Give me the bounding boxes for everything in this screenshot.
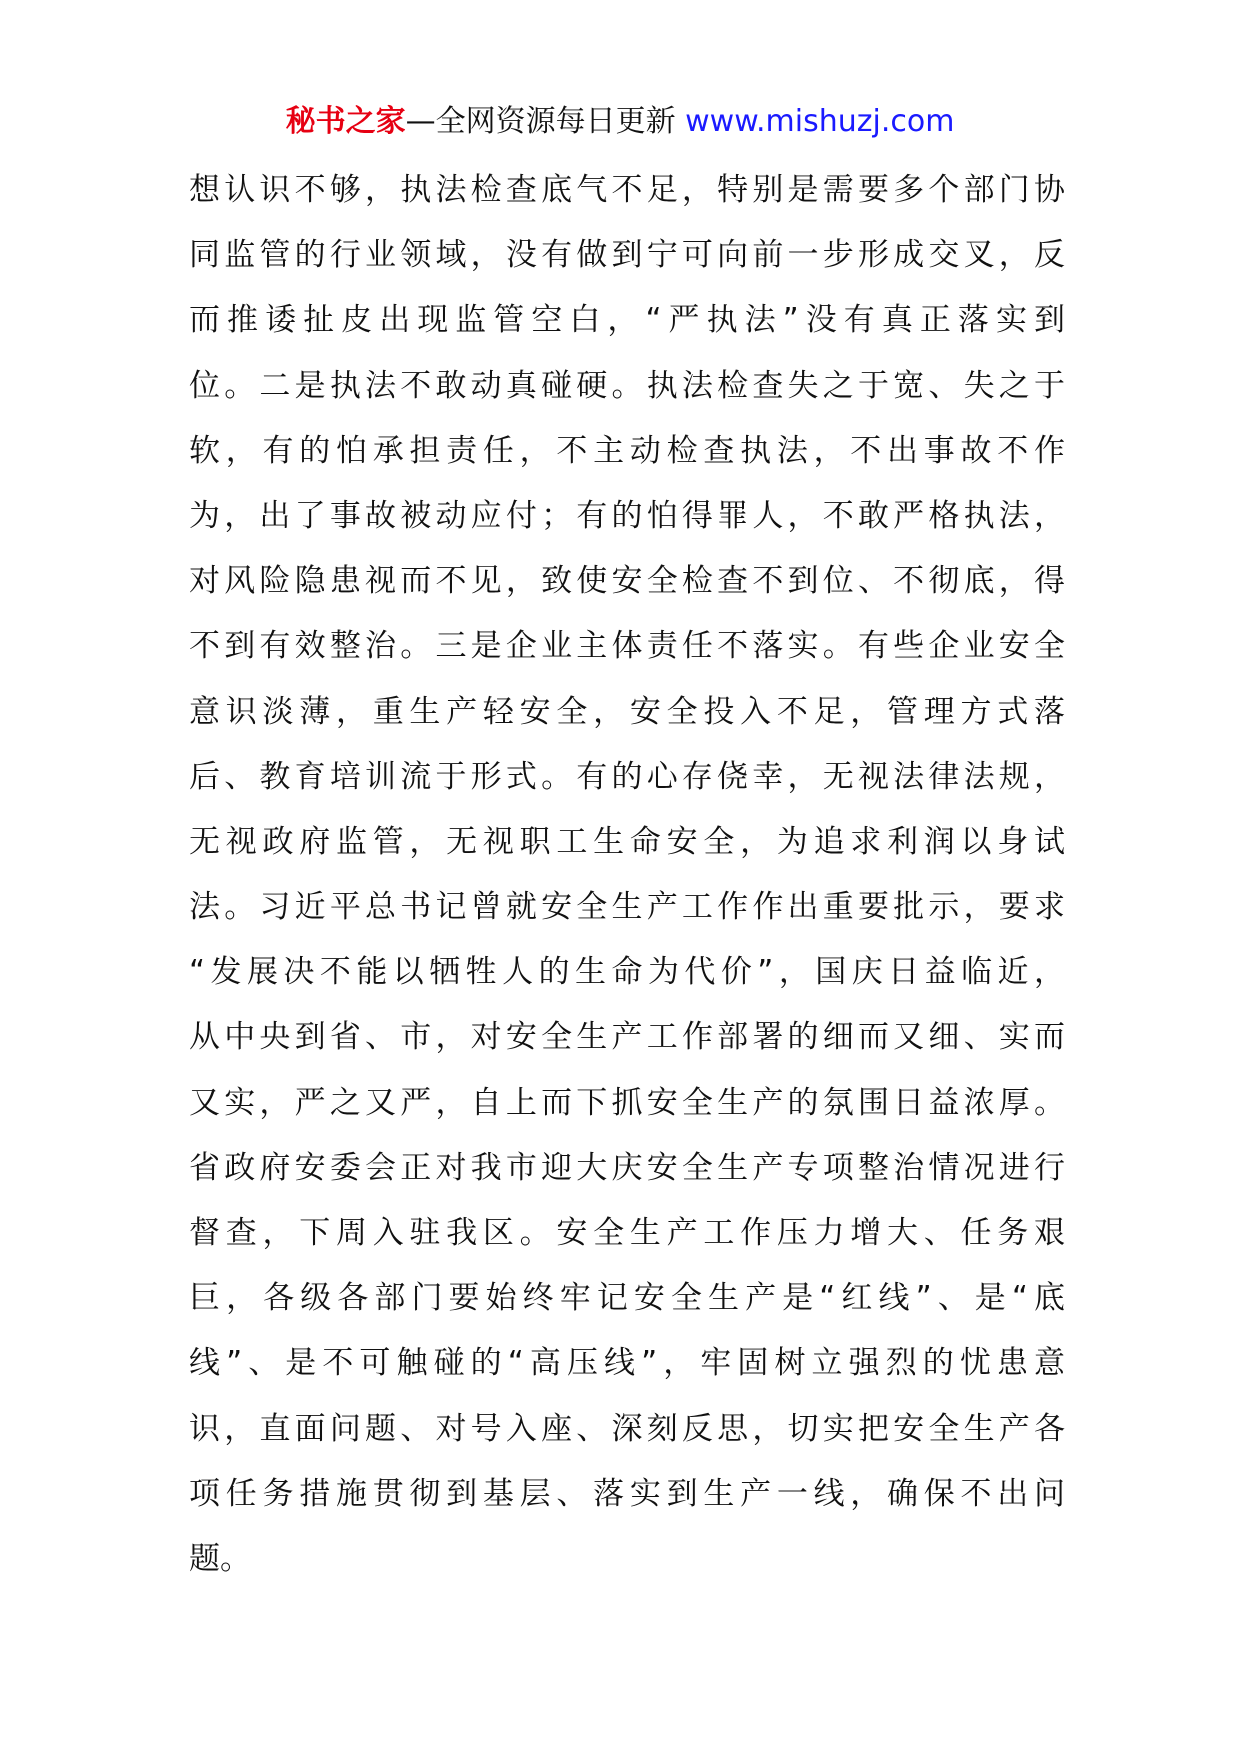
body-line: 省政府安委会正对我市迎大庆安全生产专项整治情况进行 (189, 1149, 1065, 1186)
body-line: 同监管的行业领域，没有做到宁可向前一步形成交叉，反 (189, 237, 1065, 274)
header-brand: 秘书之家 (285, 104, 406, 139)
body-line: 督查，下周入驻我区。安全生产工作压力增大、任务艰 (189, 1215, 1065, 1251)
body-line: 又实，严之又严，自上而下抓安全生产的氛围日益浓厚。 (189, 1084, 1065, 1121)
body-line: 项任务措施贯彻到基层、落实到生产一线，确保不出问 (189, 1475, 1065, 1512)
body-line: 识，直面问题、对号入座、深刻反思，切实把安全生产各 (189, 1410, 1065, 1447)
body-line: 软，有的怕承担责任，不主动检查执法，不出事故不作 (189, 432, 1065, 469)
body-line-last: 题。 (189, 1540, 251, 1577)
header-url-link[interactable]: www.mishuzj.com (685, 104, 955, 139)
header-tagline: —全网资源每日更新 (405, 104, 676, 139)
body-line: “发展决不能以牺牲人的生命为代价”，国庆日益临近， (189, 954, 1065, 991)
body-line: 想认识不够，执法检查底气不足，特别是需要多个部门协 (189, 172, 1065, 208)
body-line: 后、教育培训流于形式。有的心存侥幸，无视法律法规， (189, 758, 1065, 795)
body-line: 巨，各级各部门要始终牢记安全生产是“红线”、是“底 (189, 1280, 1065, 1317)
body-line: 位。二是执法不敢动真碰硬。执法检查失之于宽、失之于 (189, 367, 1065, 404)
page-header (0, 102, 1240, 142)
body-line: 法。习近平总书记曾就安全生产工作作出重要批示，要求 (189, 889, 1065, 926)
body-line: 不到有效整治。三是企业主体责任不落实。有些企业安全 (189, 628, 1065, 665)
body-line: 意识淡薄，重生产轻安全，安全投入不足，管理方式落 (189, 693, 1065, 730)
body-line: 从中央到省、市，对安全生产工作部署的细而又细、实而 (189, 1019, 1065, 1056)
body-line: 无视政府监管，无视职工生命安全，为追求利润以身试 (189, 823, 1065, 860)
body-line: 线”、是不可触碰的“高压线”，牢固树立强烈的忧患意 (189, 1345, 1065, 1382)
body-line: 而推诿扯皮出现监管空白，“严执法”没有真正落实到 (189, 302, 1065, 339)
body-paragraph (189, 158, 1065, 1592)
body-line: 对风险隐患视而不见，致使安全检查不到位、不彻底，得 (189, 563, 1065, 600)
body-line: 为，出了事故被动应付；有的怕得罪人，不敢严格执法， (189, 497, 1065, 534)
